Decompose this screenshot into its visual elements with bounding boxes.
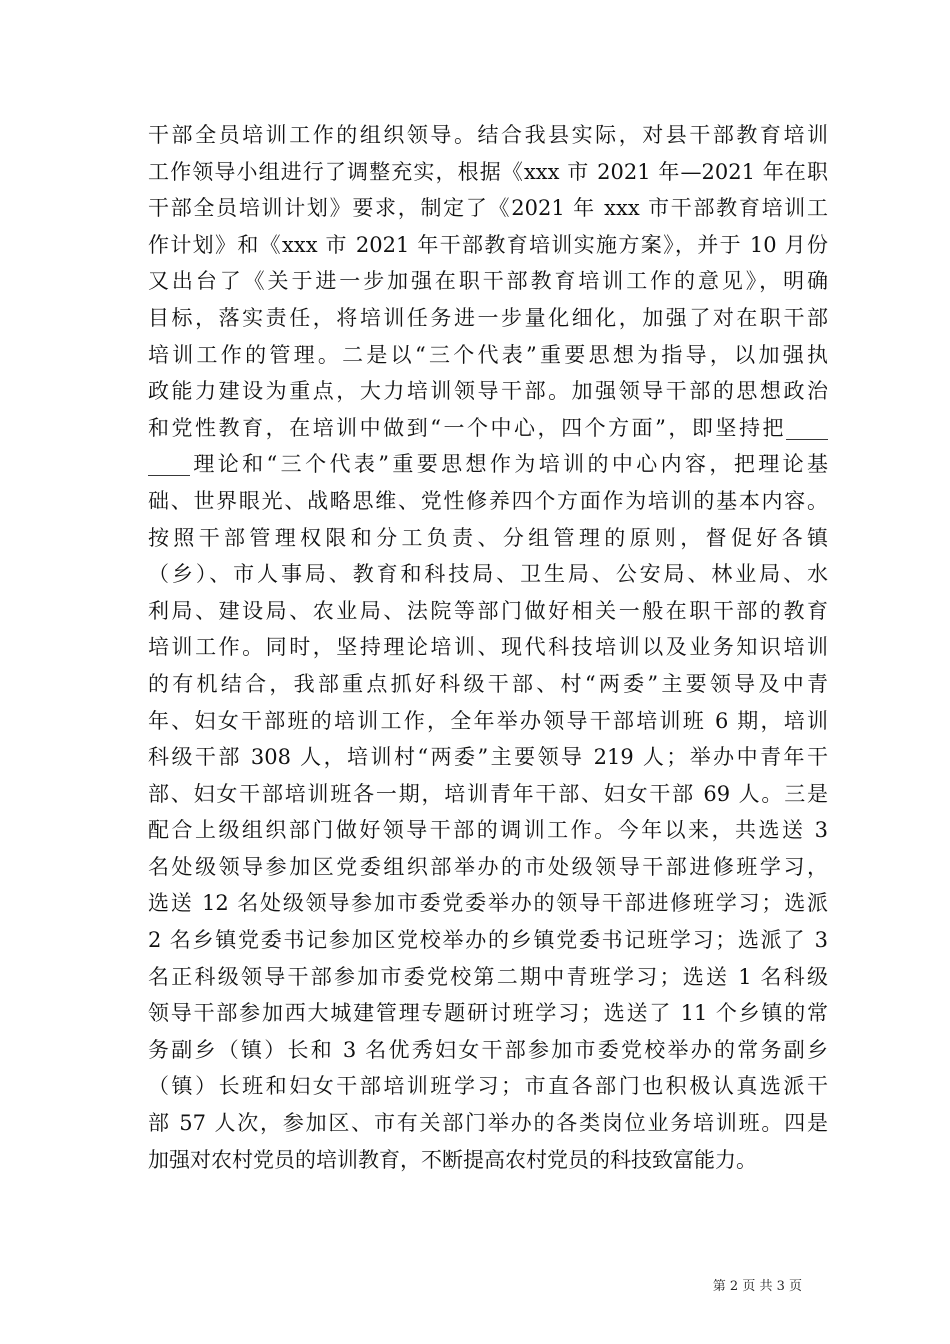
text-line: （镇）长班和妇女干部培训班学习；市直各部门也积极认真选派干 xyxy=(148,1074,828,1099)
text-line: （乡）、市人事局、教育和科技局、卫生局、公安局、林业局、水 xyxy=(148,562,828,587)
text-line: 干部全员培训工作的组织领导。结合我县实际，对县干部教育培训 xyxy=(148,123,828,147)
text-line: 的有机结合，我部重点抓好科级干部、村“两委”主要领导及中青 xyxy=(148,671,828,696)
text-line: 作计划》和《xxx 市 2021 年干部教育培训实施方案》，并于 10 月份 xyxy=(148,232,828,257)
text-line: 领导干部参加西大城建管理专题研讨班学习；选送了 11 个乡镇的常 xyxy=(148,1001,828,1026)
text-line: 培训工作的管理。二是以“三个代表”重要思想为指导，以加强执 xyxy=(148,342,828,367)
text-line: 名处级领导参加区党委组织部举办的市处级领导干部进修班学习， xyxy=(148,854,828,879)
text-line: 年、妇女干部班的培训工作，全年举办领导干部培训班 6 期，培训 xyxy=(148,708,828,733)
text-line: 和党性教育，在培训中做到“一个中心，四个方面”，即坚持把____ xyxy=(148,415,828,440)
text-line: 名正科级领导干部参加市委党校第二期中青班学习；选送 1 名科级 xyxy=(148,964,828,989)
page-number: 第 2 页 共 3 页 xyxy=(712,1279,802,1294)
text-line: 选送 12 名处级领导参加市委党委举办的领导干部进修班学习；选派 xyxy=(148,891,828,916)
text-line: 按照干部管理权限和分工负责、分组管理的原则，督促好各镇 xyxy=(148,525,828,550)
text-line: 利局、建设局、农业局、法院等部门做好相关一般在职干部的教育 xyxy=(148,598,828,623)
text-line: 务副乡（镇）长和 3 名优秀妇女干部参加市委党校举办的常务副乡 xyxy=(148,1037,828,1062)
text-line: 础、世界眼光、战略思维、党性修养四个方面作为培训的基本内容。 xyxy=(148,488,828,513)
text-line: 培训工作。同时，坚持理论培训、现代科技培训以及业务知识培训 xyxy=(148,635,828,660)
text-line: 配合上级组织部门做好领导干部的调训工作。今年以来，共选送 3 xyxy=(148,818,828,843)
text-line: 科级干部 308 人，培训村“两委”主要领导 219 人；举办中青年干 xyxy=(148,745,828,770)
text-line: 部 57 人次，参加区、市有关部门举办的各类岗位业务培训班。四是 xyxy=(148,1111,828,1136)
text-line: 又出台了《关于进一步加强在职干部教育培训工作的意见》，明确 xyxy=(148,269,828,294)
text-line: 工作领导小组进行了调整充实，根据《xxx 市 2021 年—2021 年在职 xyxy=(148,159,828,184)
text-line: 加强对农村党员的培训教育，不断提高农村党员的科技致富能力。 xyxy=(148,1147,757,1172)
body-text xyxy=(148,117,828,1178)
text-line: 2 名乡镇党委书记参加区党校举办的乡镇党委书记班学习；选派了 3 xyxy=(148,928,828,953)
text-line: ____理论和“三个代表”重要思想作为培训的中心内容，把理论基 xyxy=(148,452,828,477)
text-line: 政能力建设为重点，大力培训领导干部。加强领导干部的思想政治 xyxy=(148,379,828,404)
text-line: 部、妇女干部培训班各一期，培训青年干部、妇女干部 69 人。三是 xyxy=(148,781,828,806)
text-line: 目标，落实责任，将培训任务进一步量化细化，加强了对在职干部 xyxy=(148,305,828,330)
text-line: 干部全员培训计划》要求，制定了《2021 年 xxx 市干部教育培训工 xyxy=(148,196,828,221)
